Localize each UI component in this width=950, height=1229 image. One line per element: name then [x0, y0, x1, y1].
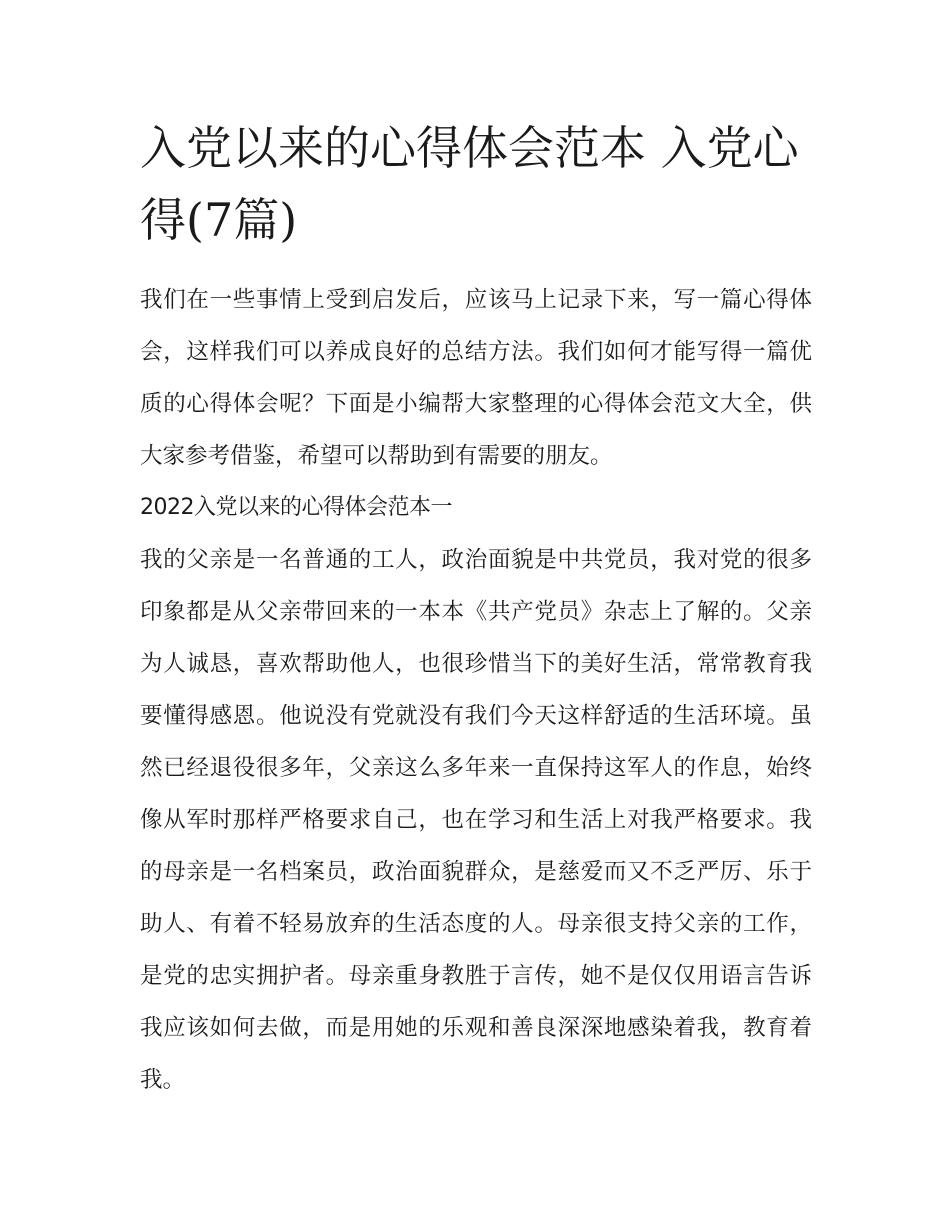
- document-title: 入党以来的心得体会范本 入党心得(7篇): [140, 121, 799, 247]
- document-page: [140, 112, 812, 1106]
- intro-paragraph: 我们在一些事情上受到启发后，应该马上记录下来，写一篇心得体会，这样我们可以养成良好的总结方法。我们如何才能写得一篇优质的心得体会呢？下面是小编帮大家整理的心得体会范文大全，供大家参考借鉴，希望可以帮助到有需要的朋友。: [140, 287, 812, 469]
- section-heading: 2022入党以来的心得体会范本一: [140, 495, 452, 520]
- body-paragraph: 我的父亲是一名普通的工人，政治面貌是中共党员，我对党的很多印象都是从父亲带回来的一本本《共产党员》杂志上了解的。父亲为人诚恳，喜欢帮助他人，也很珍惜当下的美好生活，常常教育我要懂得感恩。他说没有党就没有我们今天这样舒适的生活环境。虽然已经退役很多年，父亲这么多年来一直保持这军人的作息，始终像从军时那样严格要求自己，也在学习和生活上对我严格要求。我的母亲是一名档案员，政治面貌群众，是慈爱而又不乏严厉、乐于助人、有着不轻易放弃的生活态度的人。母亲很支持父亲的工作，是党的忠实拥护者。母亲重身教胜于言传，她不是仅仅用语言告诉我应该如何去做，而是用她的乐观和善良深深地感染着我，教育着我。: [140, 547, 812, 1093]
